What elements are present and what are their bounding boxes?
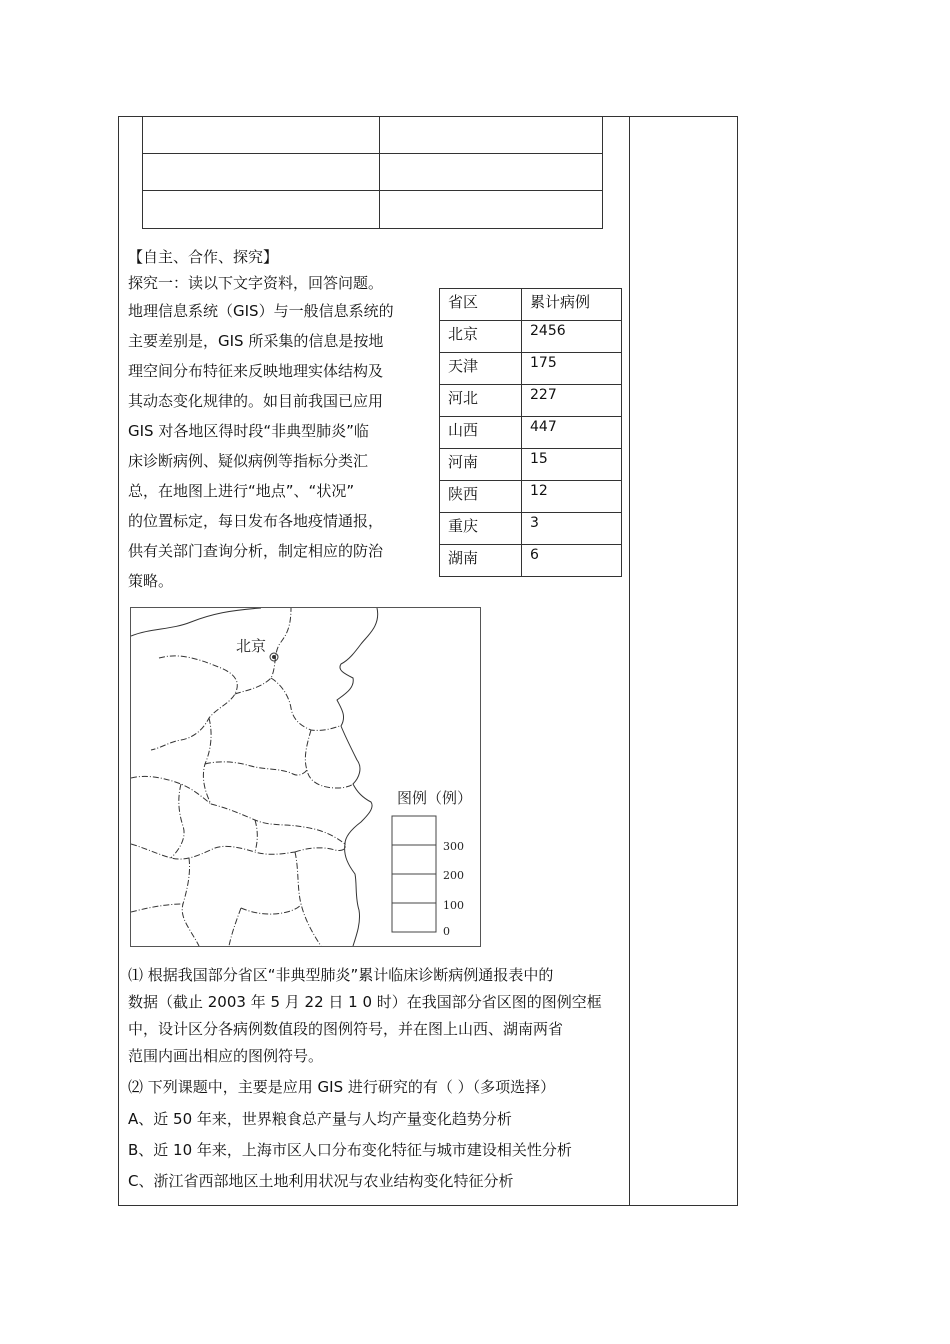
cases-cell: 227 [522,385,622,417]
question-1-line: 数据（截止 2003 年 5 月 22 日 1 0 时）在我国部分省区图的图例空框 [128,993,602,1011]
column-divider [629,116,630,1206]
table-row [440,449,622,481]
question-1-line: 范围内画出相应的图例符号。 [128,1047,324,1065]
province-cell: 山西 [440,417,522,449]
province-cell: 湖南 [440,545,522,577]
empty-cell [380,191,603,229]
cases-cell: 2456 [522,321,622,353]
province-cell: 天津 [440,353,522,385]
passage [128,296,428,596]
map-outlines [131,608,436,946]
passage-line: 其动态变化规律的。如目前我国已应用 [128,392,384,410]
table-row [440,417,622,449]
passage-line: 供有关部门查询分析，制定相应的防治 [128,542,384,560]
map-drawing [131,608,480,946]
question-2: ⑵ 下列课题中，主要是应用 GIS 进行研究的有（ ）（多项选择） [128,1078,556,1096]
passage-line: 的位置标定，每日发布各地疫情通报， [128,512,384,530]
table-row [440,513,622,545]
cases-table [439,288,622,577]
province-cell: 北京 [440,321,522,353]
passage-line: 理空间分布特征来反映地理实体结构及 [128,362,384,380]
option-b: B、近 10 年来，上海市区人口分布变化特征与城市建设相关性分析 [128,1141,572,1159]
province-map [130,607,481,947]
empty-cell [380,117,603,154]
passage-line: 主要差别是，GIS 所采集的信息是按地 [128,332,384,350]
table-header-row [440,289,622,321]
table-row [440,353,622,385]
legend-tick: 0 [443,925,450,938]
passage-line: GIS 对各地区得时段“非典型肺炎”临 [128,422,369,440]
passage-line: 地理信息系统（GIS）与一般信息系统的 [128,302,394,320]
cases-cell: 175 [522,353,622,385]
passage-line: 床诊断病例、疑似病例等指标分类汇 [128,452,369,470]
header-cases: 累计病例 [522,289,622,321]
legend-tick: 100 [443,899,464,912]
table-row [440,545,622,577]
province-cell: 河南 [440,449,522,481]
empty-cell [143,191,380,229]
question-1-line: 中，设计区分各病例数值段的图例符号，并在图上山西、湖南两省 [128,1020,564,1038]
section-heading: 【自主、合作、探究】 [128,248,279,266]
legend-tick: 300 [443,840,464,853]
beijing-label: 北京 [236,637,267,655]
empty-answer-table [142,116,603,229]
cases-cell: 12 [522,481,622,513]
option-a: A、近 50 年来，世界粮食总产量与人均产量变化趋势分析 [128,1110,512,1128]
empty-cell [143,117,380,154]
passage-line: 总，在地图上进行“地点”、“状况” [128,482,355,500]
legend-title: 图例（例） [397,789,473,807]
cases-cell: 15 [522,449,622,481]
legend-tick: 200 [443,869,464,882]
province-cell: 河北 [440,385,522,417]
empty-cell [380,154,603,191]
table-row [440,321,622,353]
cases-cell: 6 [522,545,622,577]
province-cell: 重庆 [440,513,522,545]
passage-line: 策略。 [128,572,174,590]
table-row [440,385,622,417]
option-c: C、浙江省西部地区土地利用状况与农业结构变化特征分析 [128,1172,514,1190]
question-1-line: ⑴ 根据我国部分省区“非典型肺炎”累计临床诊断病例通报表中的 [128,966,554,984]
cases-cell: 3 [522,513,622,545]
cases-cell: 447 [522,417,622,449]
header-province: 省区 [440,289,522,321]
empty-cell [143,154,380,191]
table-row [440,481,622,513]
province-cell: 陕西 [440,481,522,513]
inquiry-title: 探究一：读以下文字资料，回答问题。 [128,274,384,292]
